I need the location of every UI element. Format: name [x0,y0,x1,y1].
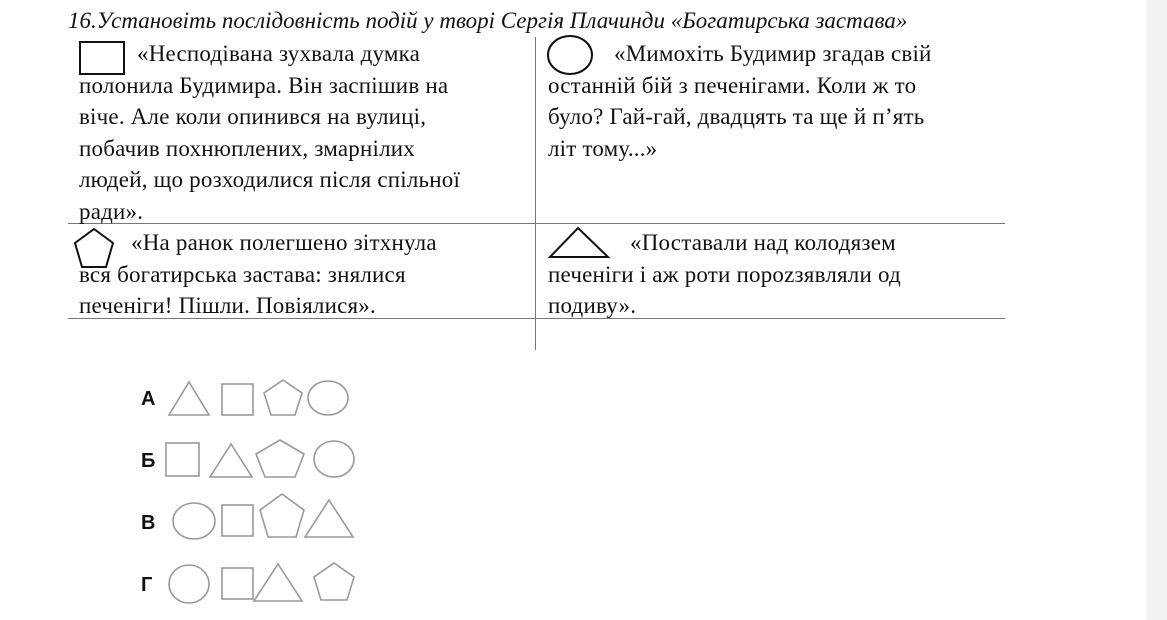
circle-icon [171,501,217,541]
option-label-b[interactable]: Б [141,450,156,472]
pentagon-icon [312,561,356,603]
event-cell-triangle [548,227,998,322]
square-icon [164,441,202,479]
circle-icon [312,439,356,479]
triangle-icon [252,562,304,604]
event-text: «Поставали над колодязем печеніги і аж роти порozзявляли од подиву». [548,230,901,318]
event-text: «Несподівана зухвала думка полонила Будимира. Він заспішив на віче. Але коли опинився на вулиці, побачив похнюплених, змарнілих людей, що розходилися після спільної ради». [79,41,461,224]
triangle-icon [208,442,254,480]
question-title: 16.Установіть послідовність подій у творі Сергія Плачинди «Богатирська застава» [68,8,908,33]
triangle-icon [303,498,355,540]
square-icon [220,503,256,539]
option-label-a[interactable]: А [141,388,156,410]
event-cell-square [79,38,529,227]
circle-icon [306,379,350,417]
square-icon [220,566,256,602]
event-text: «На ранок полегшено зітхнула вся богатирська застава: знялися печеніги! Пішли. Повіялися». [79,230,437,318]
page-edge [1146,0,1167,620]
triangle-icon [167,380,211,418]
pentagon-icon [262,378,304,418]
event-text: «Мимохіть Будимир згадав свій останній бій з печенігами. Коли ж то було? Гай-гай, двадцять та ще й п’ять літ тому...» [548,41,932,161]
event-cell-pentagon [79,227,529,322]
event-cell-circle [548,38,998,164]
pentagon-icon [254,438,306,480]
option-label-g[interactable]: Г [141,574,153,596]
pentagon-icon [258,492,306,540]
table-vertical-divider [535,37,536,350]
circle-icon [167,563,211,605]
option-label-v[interactable]: В [141,512,156,534]
square-icon [220,382,256,418]
